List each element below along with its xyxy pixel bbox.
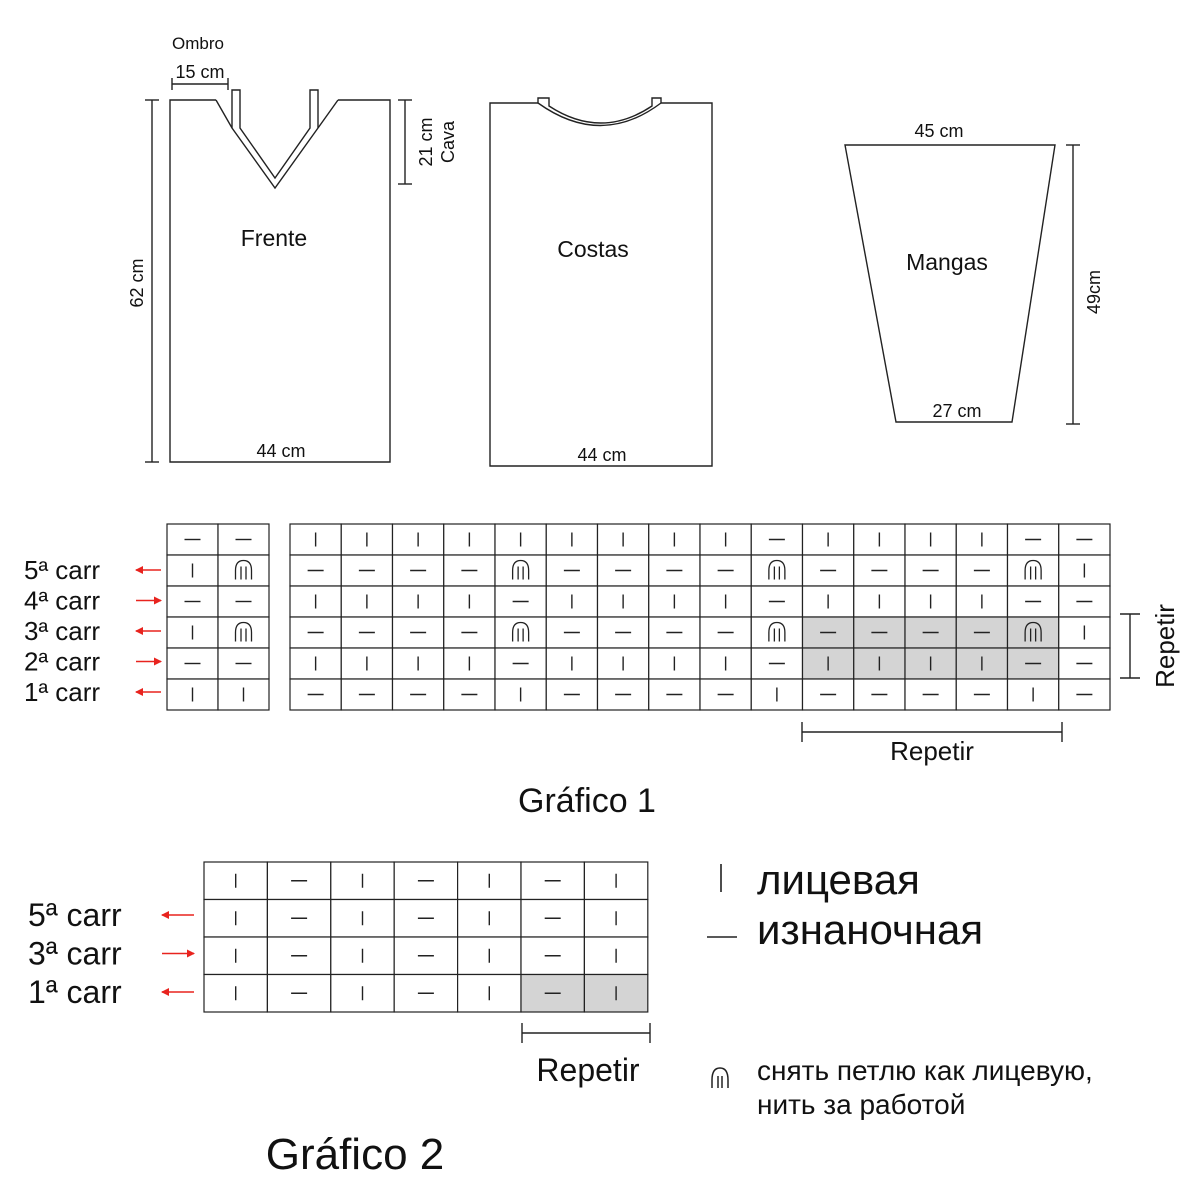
sleeve-bottom-width: 27 cm xyxy=(932,401,982,421)
stitch-cell xyxy=(218,617,269,648)
row-label: 3ª carr xyxy=(28,935,122,972)
stitch-cell xyxy=(751,555,802,586)
front-width: 44 cm xyxy=(256,441,306,461)
chart1-small-grid xyxy=(167,524,269,710)
chart2-row-labels xyxy=(28,897,194,1010)
chart1-main-grid xyxy=(290,524,1110,710)
shoulder-title: Ombro xyxy=(172,34,224,53)
legend xyxy=(707,856,1093,1120)
sleeve-piece xyxy=(845,145,1080,424)
front-label: Frente xyxy=(240,225,308,251)
front-height: 62 cm xyxy=(127,258,147,308)
back-label: Costas xyxy=(557,236,629,262)
row-label: 1ª carr xyxy=(28,974,122,1011)
chart1-repeat-side-label: Repetir xyxy=(1150,604,1180,688)
front-neck-band xyxy=(232,90,318,178)
row-label: 1ª carr xyxy=(24,677,101,708)
legend-knit: лицевая xyxy=(757,856,920,903)
row-label: 5ª carr xyxy=(24,555,101,586)
armhole-label: Cava xyxy=(438,120,458,164)
chart2-title: Gráfico 2 xyxy=(265,1130,445,1179)
legend-purl: изнаночная xyxy=(757,906,984,953)
legend-slip-line2: нить за работой xyxy=(757,1089,966,1120)
row-label: 5ª carr xyxy=(28,897,122,934)
sleeve-outline xyxy=(845,145,1055,422)
chart1-row-labels xyxy=(24,555,161,707)
row-label: 2ª carr xyxy=(24,646,101,677)
stitch-cell xyxy=(1008,617,1059,648)
shoulder-measure: 15 cm xyxy=(175,62,225,82)
chart1-repeat-side xyxy=(1120,614,1140,678)
sleeve-top-width: 45 cm xyxy=(914,121,964,141)
armhole-measure: 21 cm xyxy=(416,117,436,167)
sleeve-label: Mangas xyxy=(906,249,988,275)
stitch-cell xyxy=(751,617,802,648)
chart2-repeat-label: Repetir xyxy=(536,1052,640,1088)
stitch-cell xyxy=(495,617,546,648)
chart1-title: Gráfico 1 xyxy=(518,782,656,820)
row-label: 4ª carr xyxy=(24,585,101,616)
chart2-repeat-bottom xyxy=(522,1023,650,1043)
sleeve-height: 49cm xyxy=(1084,269,1104,315)
front-outline xyxy=(170,100,390,462)
front-piece xyxy=(145,78,412,462)
chart2-grid xyxy=(204,862,648,1012)
back-piece xyxy=(490,98,712,466)
back-outline xyxy=(490,103,712,466)
legend-slip-line1: снять петлю как лицевую, xyxy=(757,1055,1093,1086)
row-label: 3ª carr xyxy=(24,616,101,647)
slip-stitch-icon xyxy=(712,1068,728,1088)
back-neck-band xyxy=(538,98,661,126)
chart1-repeat-label: Repetir xyxy=(890,736,974,766)
stitch-cell xyxy=(1008,555,1059,586)
back-width: 44 cm xyxy=(577,445,627,465)
stitch-cell xyxy=(218,555,269,586)
stitch-cell xyxy=(495,555,546,586)
